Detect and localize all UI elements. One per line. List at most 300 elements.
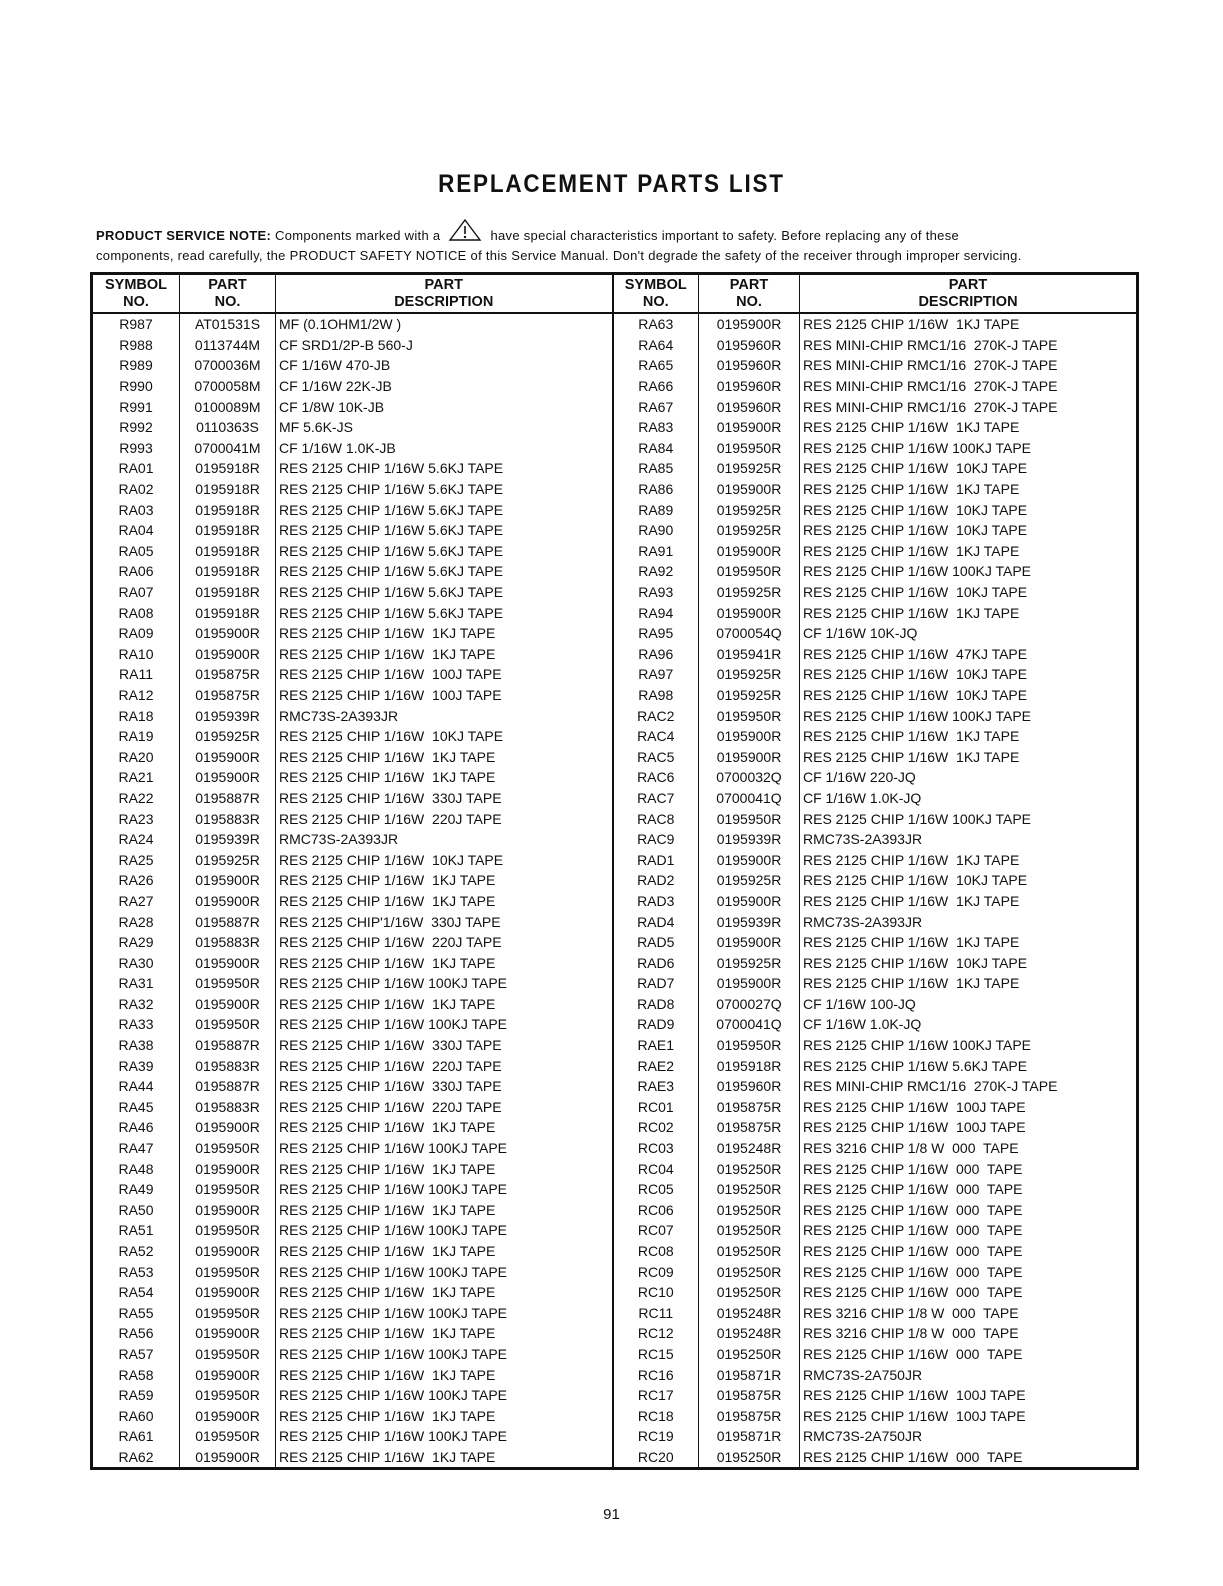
right-part-no-cell: 0195900R	[699, 602, 800, 623]
right-description-cell: CF 1/16W 1.0K-JQ	[803, 1016, 922, 1033]
right-symbol-cell: RC19	[613, 1426, 699, 1447]
right-description-cell: RES 2125 CHIP 1/16W 1KJ TAPE	[803, 316, 1020, 333]
left-part-no-cell: 0195883R	[180, 1055, 276, 1076]
right-part-no-cell: 0195250R	[699, 1200, 800, 1221]
right-symbol-cell: RAE2	[613, 1055, 699, 1076]
right-description-cell: RES 2125 CHIP 1/16W 1KJ TAPE	[803, 728, 1020, 745]
warning-triangle-icon	[448, 218, 482, 247]
table-row	[92, 726, 1138, 747]
right-part-no-cell: 0195250R	[699, 1179, 800, 1200]
left-description-cell: RES 2125 CHIP 1/16W 1KJ TAPE	[276, 1241, 613, 1262]
right-part-no-cell: 0195875R	[699, 1405, 800, 1426]
right-symbol-cell: RC01	[613, 1097, 699, 1118]
right-part-no-cell: 0700032Q	[699, 767, 800, 788]
left-part-no-cell: 0195939R	[180, 829, 276, 850]
table-row	[92, 438, 1138, 459]
right-symbol-cell: RAC9	[613, 829, 699, 850]
right-part-no-cell: 0195925R	[699, 664, 800, 685]
left-symbol-cell: RA20	[92, 746, 180, 767]
table-row	[92, 602, 1138, 623]
right-part-no-cell: 0195950R	[699, 1035, 800, 1056]
left-symbol-cell: RA48	[92, 1158, 180, 1179]
right-description-cell: RES 2125 CHIP 1/16W 1KJ TAPE	[803, 975, 1020, 992]
right-symbol-cell: RA95	[613, 623, 699, 644]
left-description-cell: RES 2125 CHIP 1/16W 1KJ TAPE	[276, 1405, 613, 1426]
left-description-cell: RES 2125 CHIP 1/16W 5.6KJ TAPE	[276, 582, 613, 603]
left-symbol-cell: RA32	[92, 994, 180, 1015]
right-symbol-cell: RC12	[613, 1323, 699, 1344]
left-symbol-cell: RA31	[92, 973, 180, 994]
right-symbol-cell: RC20	[613, 1447, 699, 1469]
right-symbol-cell: RC11	[613, 1303, 699, 1324]
left-description-cell: RES 2125 CHIP 1/16W 330J TAPE	[276, 1035, 613, 1056]
left-part-no-cell: 0195883R	[180, 932, 276, 953]
right-symbol-cell: RC06	[613, 1200, 699, 1221]
right-description-cell: RES MINI-CHIP RMC1/16 270K-J TAPE	[803, 398, 1058, 415]
right-description-cell: RES 2125 CHIP 1/16W 100KJ TAPE	[803, 563, 1032, 580]
left-description-cell: RES 2125 CHIP 1/16W 1KJ TAPE	[276, 1282, 613, 1303]
left-part-no-cell: 0195900R	[180, 644, 276, 665]
left-description-cell: RES 2125 CHIP 1/16W 220J TAPE	[276, 808, 613, 829]
left-symbol-cell: RA09	[92, 623, 180, 644]
right-description-cell: RES 2125 CHIP 1/16W 1KJ TAPE	[803, 851, 1020, 868]
right-symbol-cell: RAC8	[613, 808, 699, 829]
left-description-cell: RES 2125 CHIP 1/16W 1KJ TAPE	[276, 891, 613, 912]
left-symbol-cell: R987	[92, 313, 180, 335]
table-row	[92, 561, 1138, 582]
right-description-cell: RES 2125 CHIP 1/16W 47KJ TAPE	[803, 645, 1028, 662]
left-symbol-cell: RA01	[92, 458, 180, 479]
right-symbol-cell: RC10	[613, 1282, 699, 1303]
right-description-cell: RES 3216 CHIP 1/8 W 000 TAPE	[803, 1140, 1019, 1157]
note-text-after: have special characteristics important to safety. Before replacing any of these	[490, 228, 960, 243]
left-symbol-cell: RA46	[92, 1117, 180, 1138]
table-row	[92, 458, 1138, 479]
left-part-no-cell: 0195883R	[180, 1097, 276, 1118]
right-symbol-cell: RA64	[613, 335, 699, 356]
left-part-no-cell: 0195900R	[180, 623, 276, 644]
right-description-cell: RES 2125 CHIP 1/16W 000 TAPE	[803, 1201, 1023, 1218]
left-part-no-cell: 0195900R	[180, 1158, 276, 1179]
right-part-no-cell: 0195900R	[699, 726, 800, 747]
left-description-cell: RES 2125 CHIP 1/16W 5.6KJ TAPE	[276, 499, 613, 520]
left-symbol-cell: RA39	[92, 1055, 180, 1076]
left-part-no-cell: 0195887R	[180, 1035, 276, 1056]
right-part-no-cell: 0195925R	[699, 582, 800, 603]
table-row	[92, 746, 1138, 767]
header-symbol-left: SYMBOL NO.	[92, 274, 180, 314]
right-part-no-cell: 0195875R	[699, 1385, 800, 1406]
right-symbol-cell: RA96	[613, 644, 699, 665]
left-part-no-cell: 0195950R	[180, 1426, 276, 1447]
table-row	[92, 911, 1138, 932]
left-symbol-cell: RA23	[92, 808, 180, 829]
left-symbol-cell: RA08	[92, 602, 180, 623]
left-symbol-cell: RA05	[92, 541, 180, 562]
left-description-cell: RES 2125 CHIP 1/16W 5.6KJ TAPE	[276, 520, 613, 541]
left-symbol-cell: RA50	[92, 1200, 180, 1221]
left-part-no-cell: 0195900R	[180, 746, 276, 767]
left-symbol-cell: RA54	[92, 1282, 180, 1303]
left-part-no-cell: 0700041M	[180, 438, 276, 459]
right-description-cell: RES 2125 CHIP 1/16W 10KJ TAPE	[803, 954, 1028, 971]
table-row	[92, 335, 1138, 356]
left-part-no-cell: 0110363S	[180, 417, 276, 438]
left-part-no-cell: 0195950R	[180, 1220, 276, 1241]
right-description-cell: RES 2125 CHIP 1/16W 10KJ TAPE	[803, 501, 1028, 518]
left-symbol-cell: RA49	[92, 1179, 180, 1200]
right-description-cell: RES 2125 CHIP 1/16W 1KJ TAPE	[803, 419, 1020, 436]
right-part-no-cell: 0195250R	[699, 1220, 800, 1241]
table-row	[92, 1447, 1138, 1469]
left-symbol-cell: RA04	[92, 520, 180, 541]
left-symbol-cell: RA10	[92, 644, 180, 665]
left-description-cell: RES 2125 CHIP 1/16W 1KJ TAPE	[276, 767, 613, 788]
right-symbol-cell: RC17	[613, 1385, 699, 1406]
left-symbol-cell: RA59	[92, 1385, 180, 1406]
right-part-no-cell: 0195950R	[699, 438, 800, 459]
left-part-no-cell: 0195900R	[180, 870, 276, 891]
table-row	[92, 1303, 1138, 1324]
right-description-cell: RES 2125 CHIP 1/16W 100KJ TAPE	[803, 810, 1032, 827]
right-part-no-cell: 0195925R	[699, 685, 800, 706]
table-row	[92, 1241, 1138, 1262]
right-description-cell: RES 2125 CHIP 1/16W 5.6KJ TAPE	[803, 1057, 1028, 1074]
right-part-no-cell: 0195875R	[699, 1097, 800, 1118]
right-description-cell: RES 2125 CHIP 1/16W 1KJ TAPE	[803, 748, 1020, 765]
right-symbol-cell: RC02	[613, 1117, 699, 1138]
right-part-no-cell: 0195960R	[699, 355, 800, 376]
right-part-no-cell: 0195248R	[699, 1138, 800, 1159]
left-description-cell: RES 2125 CHIP 1/16W 5.6KJ TAPE	[276, 561, 613, 582]
right-description-cell: CF 1/16W 1.0K-JQ	[803, 789, 922, 806]
left-description-cell: RES 2125 CHIP 1/16W 1KJ TAPE	[276, 1364, 613, 1385]
left-part-no-cell: 0195950R	[180, 1344, 276, 1365]
table-row	[92, 849, 1138, 870]
left-part-no-cell: 0195918R	[180, 499, 276, 520]
left-part-no-cell: 0195939R	[180, 705, 276, 726]
right-symbol-cell: RAC2	[613, 705, 699, 726]
left-description-cell: RES 2125 CHIP 1/16W 1KJ TAPE	[276, 1158, 613, 1179]
left-part-no-cell: 0195900R	[180, 891, 276, 912]
table-row	[92, 1282, 1138, 1303]
right-description-cell: RES MINI-CHIP RMC1/16 270K-J TAPE	[803, 357, 1058, 374]
right-part-no-cell: 0195941R	[699, 644, 800, 665]
right-description-cell: CF 1/16W 10K-JQ	[803, 625, 918, 642]
note-label: PRODUCT SERVICE NOTE:	[96, 228, 272, 243]
left-symbol-cell: RA56	[92, 1323, 180, 1344]
left-symbol-cell: RA29	[92, 932, 180, 953]
right-part-no-cell: 0195900R	[699, 932, 800, 953]
left-description-cell: RES 2125 CHIP'1/16W 330J TAPE	[276, 911, 613, 932]
left-description-cell: RES 2125 CHIP 1/16W 220J TAPE	[276, 1055, 613, 1076]
left-symbol-cell: R991	[92, 396, 180, 417]
right-part-no-cell: 0195950R	[699, 561, 800, 582]
right-symbol-cell: RA93	[613, 582, 699, 603]
right-symbol-cell: RA63	[613, 313, 699, 335]
table-row	[92, 313, 1138, 335]
left-symbol-cell: RA03	[92, 499, 180, 520]
left-symbol-cell: RA33	[92, 1014, 180, 1035]
right-description-cell: RES 2125 CHIP 1/16W 000 TAPE	[803, 1284, 1023, 1301]
right-symbol-cell: RAC5	[613, 746, 699, 767]
left-symbol-cell: RA25	[92, 849, 180, 870]
page-number: 91	[603, 1506, 620, 1523]
right-symbol-cell: RAD7	[613, 973, 699, 994]
right-symbol-cell: RA92	[613, 561, 699, 582]
left-description-cell: RES 2125 CHIP 1/16W 100KJ TAPE	[276, 1385, 613, 1406]
right-description-cell: RES 3216 CHIP 1/8 W 000 TAPE	[803, 1325, 1019, 1342]
left-description-cell: MF 5.6K-JS	[276, 417, 613, 438]
table-row	[92, 1117, 1138, 1138]
table-row	[92, 396, 1138, 417]
left-description-cell: RES 2125 CHIP 1/16W 220J TAPE	[276, 932, 613, 953]
right-symbol-cell: RA97	[613, 664, 699, 685]
right-part-no-cell: 0195925R	[699, 870, 800, 891]
left-description-cell: RES 2125 CHIP 1/16W 330J TAPE	[276, 1076, 613, 1097]
right-part-no-cell: 0195900R	[699, 313, 800, 335]
left-part-no-cell: 0195918R	[180, 582, 276, 603]
table-row	[92, 541, 1138, 562]
right-symbol-cell: RAD3	[613, 891, 699, 912]
table-row	[92, 870, 1138, 891]
table-row	[92, 973, 1138, 994]
right-description-cell: RMC73S-2A750JR	[803, 1366, 923, 1383]
left-symbol-cell: R990	[92, 376, 180, 397]
note-text-before: Components marked with a	[275, 228, 441, 243]
right-description-cell: RMC73S-2A393JR	[803, 831, 923, 848]
table-row	[92, 829, 1138, 850]
table-row	[92, 1323, 1138, 1344]
right-symbol-cell: RC16	[613, 1364, 699, 1385]
table-row	[92, 520, 1138, 541]
right-part-no-cell: 0195950R	[699, 808, 800, 829]
left-description-cell: RES 2125 CHIP 1/16W 100KJ TAPE	[276, 1138, 613, 1159]
right-description-cell: RES MINI-CHIP RMC1/16 270K-J TAPE	[803, 336, 1058, 353]
table-row	[92, 1055, 1138, 1076]
right-description-cell: RES MINI-CHIP RMC1/16 270K-J TAPE	[803, 378, 1058, 395]
table-row	[92, 1261, 1138, 1282]
right-symbol-cell: RC08	[613, 1241, 699, 1262]
right-part-no-cell: 0195925R	[699, 520, 800, 541]
header-description-left: PART DESCRIPTION	[276, 274, 613, 314]
left-part-no-cell: 0195925R	[180, 726, 276, 747]
left-symbol-cell: RA18	[92, 705, 180, 726]
left-symbol-cell: R992	[92, 417, 180, 438]
table-row	[92, 1138, 1138, 1159]
left-part-no-cell: 0195925R	[180, 849, 276, 870]
table-row	[92, 1364, 1138, 1385]
table-row	[92, 664, 1138, 685]
left-symbol-cell: RA19	[92, 726, 180, 747]
table-row	[92, 479, 1138, 500]
left-symbol-cell: RA44	[92, 1076, 180, 1097]
left-part-no-cell: 0195950R	[180, 1385, 276, 1406]
left-part-no-cell: 0700036M	[180, 355, 276, 376]
left-description-cell: RES 2125 CHIP 1/16W 100J TAPE	[276, 664, 613, 685]
right-description-cell: RES 2125 CHIP 1/16W 000 TAPE	[803, 1448, 1023, 1465]
left-description-cell: RES 2125 CHIP 1/16W 1KJ TAPE	[276, 952, 613, 973]
left-part-no-cell: 0195900R	[180, 767, 276, 788]
table-header-row	[92, 274, 1138, 314]
table-row	[92, 1200, 1138, 1221]
right-description-cell: RES 2125 CHIP 1/16W 10KJ TAPE	[803, 522, 1028, 539]
left-part-no-cell: 0195900R	[180, 1282, 276, 1303]
right-description-cell: RES 2125 CHIP 1/16W 000 TAPE	[803, 1243, 1023, 1260]
right-symbol-cell: RAE3	[613, 1076, 699, 1097]
right-part-no-cell: 0195871R	[699, 1426, 800, 1447]
right-part-no-cell: 0700041Q	[699, 788, 800, 809]
right-symbol-cell: RA91	[613, 541, 699, 562]
right-description-cell: RES 2125 CHIP 1/16W 1KJ TAPE	[803, 481, 1020, 498]
left-part-no-cell: 0195918R	[180, 561, 276, 582]
right-part-no-cell: 0195960R	[699, 396, 800, 417]
left-symbol-cell: RA55	[92, 1303, 180, 1324]
left-part-no-cell: 0113744M	[180, 335, 276, 356]
header-symbol-right: SYMBOL NO.	[613, 274, 699, 314]
right-symbol-cell: RA66	[613, 376, 699, 397]
left-part-no-cell: 0195900R	[180, 994, 276, 1015]
left-description-cell: RES 2125 CHIP 1/16W 100KJ TAPE	[276, 1303, 613, 1324]
right-part-no-cell: 0195250R	[699, 1344, 800, 1365]
right-part-no-cell: 0195925R	[699, 458, 800, 479]
left-description-cell: RES 2125 CHIP 1/16W 1KJ TAPE	[276, 623, 613, 644]
left-part-no-cell: 0195900R	[180, 1405, 276, 1426]
right-description-cell: CF 1/16W 220-JQ	[803, 769, 916, 786]
left-symbol-cell: RA52	[92, 1241, 180, 1262]
note-line-2: components, read carefully, the PRODUCT SAFETY NOTICE of this Service Manual. Don't degrade the safety of the receiver through improper servicing.	[96, 248, 1022, 263]
left-part-no-cell: 0195887R	[180, 1076, 276, 1097]
right-part-no-cell: 0195900R	[699, 479, 800, 500]
left-symbol-cell: RA53	[92, 1261, 180, 1282]
right-symbol-cell: RAD5	[613, 932, 699, 953]
right-description-cell: RES 2125 CHIP 1/16W 1KJ TAPE	[803, 542, 1020, 559]
parts-table-body	[92, 313, 1138, 1469]
left-description-cell: RES 2125 CHIP 1/16W 10KJ TAPE	[276, 849, 613, 870]
left-description-cell: CF 1/16W 1.0K-JB	[276, 438, 613, 459]
left-part-no-cell: 0195883R	[180, 808, 276, 829]
left-symbol-cell: RA22	[92, 788, 180, 809]
table-row	[92, 1035, 1138, 1056]
right-description-cell: RES 2125 CHIP 1/16W 1KJ TAPE	[803, 934, 1020, 951]
left-symbol-cell: RA07	[92, 582, 180, 603]
right-part-no-cell: 0195250R	[699, 1261, 800, 1282]
table-row	[92, 1220, 1138, 1241]
right-symbol-cell: RAC4	[613, 726, 699, 747]
left-part-no-cell: 0195950R	[180, 1014, 276, 1035]
right-symbol-cell: RAC6	[613, 767, 699, 788]
left-description-cell: RES 2125 CHIP 1/16W 10KJ TAPE	[276, 726, 613, 747]
left-symbol-cell: R988	[92, 335, 180, 356]
left-description-cell: RES 2125 CHIP 1/16W 220J TAPE	[276, 1097, 613, 1118]
table-row	[92, 788, 1138, 809]
right-part-no-cell: 0700027Q	[699, 994, 800, 1015]
left-description-cell: RES 2125 CHIP 1/16W 1KJ TAPE	[276, 994, 613, 1015]
right-part-no-cell: 0195900R	[699, 891, 800, 912]
right-part-no-cell: 0195900R	[699, 973, 800, 994]
right-part-no-cell: 0195250R	[699, 1447, 800, 1469]
right-part-no-cell: 0195248R	[699, 1303, 800, 1324]
right-description-cell: RES 2125 CHIP 1/16W 100KJ TAPE	[803, 439, 1032, 456]
left-part-no-cell: 0195918R	[180, 458, 276, 479]
right-part-no-cell: 0195900R	[699, 417, 800, 438]
right-symbol-cell: RAE1	[613, 1035, 699, 1056]
left-description-cell: RES 2125 CHIP 1/16W 100KJ TAPE	[276, 1426, 613, 1447]
left-symbol-cell: RA06	[92, 561, 180, 582]
left-description-cell: RES 2125 CHIP 1/16W 100KJ TAPE	[276, 1344, 613, 1365]
left-description-cell: RES 2125 CHIP 1/16W 1KJ TAPE	[276, 746, 613, 767]
header-part-no-right: PART NO.	[699, 274, 800, 314]
left-part-no-cell: 0195950R	[180, 1261, 276, 1282]
right-part-no-cell: 0195871R	[699, 1364, 800, 1385]
left-symbol-cell: RA58	[92, 1364, 180, 1385]
left-description-cell: RES 2125 CHIP 1/16W 330J TAPE	[276, 788, 613, 809]
right-symbol-cell: RA98	[613, 685, 699, 706]
right-part-no-cell: 0195250R	[699, 1241, 800, 1262]
right-description-cell: RES 2125 CHIP 1/16W 100J TAPE	[803, 1098, 1026, 1115]
right-part-no-cell: 0700041Q	[699, 1014, 800, 1035]
table-row	[92, 417, 1138, 438]
right-symbol-cell: RA94	[613, 602, 699, 623]
right-part-no-cell: 0195960R	[699, 1076, 800, 1097]
table-row	[92, 355, 1138, 376]
left-description-cell: RES 2125 CHIP 1/16W 5.6KJ TAPE	[276, 541, 613, 562]
right-description-cell: RES 2125 CHIP 1/16W 100KJ TAPE	[803, 707, 1032, 724]
right-symbol-cell: RA65	[613, 355, 699, 376]
left-description-cell: RES 2125 CHIP 1/16W 1KJ TAPE	[276, 1447, 613, 1469]
left-description-cell: RES 2125 CHIP 1/16W 100KJ TAPE	[276, 1179, 613, 1200]
left-description-cell: CF 1/8W 10K-JB	[276, 396, 613, 417]
left-symbol-cell: RA45	[92, 1097, 180, 1118]
right-symbol-cell: RAC7	[613, 788, 699, 809]
table-row	[92, 1179, 1138, 1200]
right-description-cell: RES 2125 CHIP 1/16W 10KJ TAPE	[803, 460, 1028, 477]
table-row	[92, 994, 1138, 1015]
left-symbol-cell: RA12	[92, 685, 180, 706]
table-row	[92, 891, 1138, 912]
left-symbol-cell: RA02	[92, 479, 180, 500]
left-description-cell: RES 2125 CHIP 1/16W 1KJ TAPE	[276, 1323, 613, 1344]
right-description-cell: RES 2125 CHIP 1/16W 100J TAPE	[803, 1387, 1026, 1404]
left-part-no-cell: 0100089M	[180, 396, 276, 417]
left-part-no-cell: 0195900R	[180, 1323, 276, 1344]
right-symbol-cell: RA83	[613, 417, 699, 438]
left-part-no-cell: 0195950R	[180, 1303, 276, 1324]
right-symbol-cell: RC15	[613, 1344, 699, 1365]
left-description-cell: RES 2125 CHIP 1/16W 100J TAPE	[276, 685, 613, 706]
right-description-cell: RES 2125 CHIP 1/16W 10KJ TAPE	[803, 584, 1028, 601]
left-part-no-cell: 0195900R	[180, 1200, 276, 1221]
left-description-cell: RES 2125 CHIP 1/16W 1KJ TAPE	[276, 1117, 613, 1138]
left-symbol-cell: RA38	[92, 1035, 180, 1056]
left-part-no-cell: 0195918R	[180, 520, 276, 541]
left-part-no-cell: 0195875R	[180, 685, 276, 706]
table-row	[92, 1426, 1138, 1447]
left-symbol-cell: RA51	[92, 1220, 180, 1241]
table-row	[92, 952, 1138, 973]
left-symbol-cell: RA60	[92, 1405, 180, 1426]
left-symbol-cell: RA47	[92, 1138, 180, 1159]
right-description-cell: RES 2125 CHIP 1/16W 000 TAPE	[803, 1160, 1023, 1177]
left-part-no-cell: 0195900R	[180, 1447, 276, 1469]
left-description-cell: RES 2125 CHIP 1/16W 1KJ TAPE	[276, 870, 613, 891]
left-description-cell: RES 2125 CHIP 1/16W 100KJ TAPE	[276, 1014, 613, 1035]
right-part-no-cell: 0195939R	[699, 829, 800, 850]
right-description-cell: RES 2125 CHIP 1/16W 000 TAPE	[803, 1222, 1023, 1239]
table-row	[92, 644, 1138, 665]
left-part-no-cell: 0195900R	[180, 1241, 276, 1262]
left-symbol-cell: R989	[92, 355, 180, 376]
